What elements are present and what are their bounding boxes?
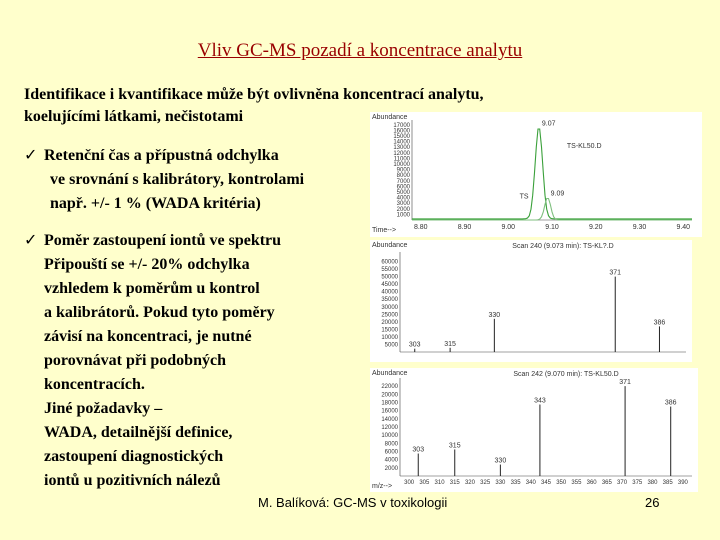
y-tick-label: 8000 bbox=[384, 441, 398, 448]
y-tick-label: 2000 bbox=[396, 206, 410, 213]
x-tick-label: 9.00 bbox=[501, 224, 516, 231]
bullet-line: zastoupení diagnostických bbox=[44, 448, 224, 465]
x-tick-label: 390 bbox=[677, 480, 688, 486]
chromatogram-chart bbox=[370, 112, 702, 237]
series-name-label: TS-KL50.D bbox=[566, 142, 602, 150]
spectrum-2-figure bbox=[370, 368, 698, 492]
y-axis-label: Abundance bbox=[372, 242, 408, 249]
x-axis-label: m/z--> bbox=[372, 483, 393, 490]
series-line-2 bbox=[412, 199, 692, 221]
x-tick-label: 355 bbox=[571, 480, 582, 486]
y-tick-label: 13000 bbox=[393, 145, 410, 152]
series-name-label: TS bbox=[519, 193, 529, 201]
y-tick-label: 10000 bbox=[393, 162, 410, 168]
y-tick-label: 14000 bbox=[381, 416, 398, 423]
bullet-line: vzhledem k poměrům u kontrol bbox=[44, 280, 260, 297]
y-tick-label: 8000 bbox=[396, 173, 410, 180]
bullet-line: závisí na koncentraci, je nutné bbox=[44, 328, 252, 345]
y-tick-label: 15000 bbox=[393, 134, 410, 140]
bullet-line: iontů u pozitivních nálezů bbox=[44, 472, 221, 489]
bullet-line: porovnávat při podobných bbox=[44, 352, 226, 369]
spectrum-2-chart bbox=[370, 368, 698, 492]
spectrum-1-chart bbox=[370, 240, 692, 362]
y-tick-label: 3000 bbox=[396, 201, 410, 208]
y-tick-label: 25000 bbox=[381, 312, 398, 319]
y-tick-label: 16000 bbox=[381, 408, 398, 415]
y-tick-label: 4000 bbox=[396, 195, 410, 202]
bullet-line: ve srovnání s kalibrátory, kontrolami bbox=[50, 171, 305, 188]
y-tick-label: 45000 bbox=[381, 282, 398, 289]
x-tick-label: 300 bbox=[404, 480, 415, 486]
peak-label: 386 bbox=[664, 399, 677, 407]
series-line-1 bbox=[412, 129, 692, 219]
y-tick-label: 16000 bbox=[393, 128, 410, 135]
x-tick-label: 9.30 bbox=[632, 224, 647, 231]
y-tick-label: 1000 bbox=[396, 212, 410, 219]
bullet-retention-time bbox=[24, 143, 374, 216]
x-tick-label: 360 bbox=[586, 480, 597, 486]
bullet-line: koncentracích. bbox=[44, 376, 145, 393]
y-tick-label: 35000 bbox=[381, 297, 398, 304]
bullet-ion-ratio bbox=[24, 228, 354, 493]
y-tick-label: 18000 bbox=[381, 400, 398, 407]
peak-label: 303 bbox=[412, 446, 425, 454]
bullet-line: WADA, detailnější definice, bbox=[44, 424, 233, 441]
y-tick-label: 60000 bbox=[381, 259, 398, 266]
peak-label: 315 bbox=[444, 340, 456, 348]
x-tick-label: 375 bbox=[632, 480, 643, 486]
slide-title: Vliv GC-MS pozadí a koncentrace analytu bbox=[197, 40, 523, 61]
x-tick-label: 305 bbox=[419, 480, 430, 486]
x-tick-label: 330 bbox=[495, 480, 506, 486]
x-tick-label: 315 bbox=[449, 480, 460, 486]
peak-label: 330 bbox=[494, 457, 507, 465]
y-tick-label: 14000 bbox=[393, 139, 410, 146]
y-tick-label: 11000 bbox=[393, 156, 410, 163]
peak-label: 343 bbox=[534, 397, 546, 405]
peak-label: 371 bbox=[609, 269, 622, 277]
y-axis-label: Abundance bbox=[372, 370, 408, 377]
x-tick-label: 345 bbox=[540, 480, 552, 486]
y-tick-label: 50000 bbox=[381, 274, 398, 281]
bullet-line: Jiné požadavky – bbox=[44, 400, 163, 417]
x-tick-label: 9.40 bbox=[676, 224, 691, 231]
y-tick-label: 6000 bbox=[396, 184, 410, 191]
y-tick-label: 20000 bbox=[381, 319, 398, 326]
bullet-line: a kalibrátorů. Pokud tyto poměry bbox=[44, 304, 275, 321]
y-axis-label: Abundance bbox=[372, 114, 408, 121]
y-tick-label: 12000 bbox=[381, 424, 398, 431]
peak-label: 315 bbox=[448, 442, 461, 450]
y-tick-label: 9000 bbox=[396, 167, 410, 174]
x-tick-label: 335 bbox=[510, 480, 521, 486]
x-tick-label: 340 bbox=[525, 480, 536, 486]
peak-label: 371 bbox=[619, 379, 631, 387]
x-tick-label: 8.90 bbox=[457, 224, 472, 231]
y-tick-label: 17000 bbox=[393, 122, 410, 129]
y-tick-label: 15000 bbox=[381, 327, 398, 334]
intro-line: Identifikace i kvantifikace může být ovlivněna koncentrací analytu, bbox=[24, 86, 484, 103]
x-tick-label: 385 bbox=[662, 480, 673, 486]
peak-label: 9.09 bbox=[550, 190, 565, 198]
y-tick-label: 40000 bbox=[381, 289, 398, 296]
chromatogram-figure bbox=[370, 112, 702, 237]
footer-author: M. Balíková: GC-MS v toxikologii bbox=[258, 495, 448, 510]
peak-label: 9.07 bbox=[541, 120, 556, 128]
y-tick-label: 2000 bbox=[384, 465, 398, 472]
x-tick-label: 9.20 bbox=[588, 224, 603, 231]
x-tick-label: 365 bbox=[601, 480, 612, 486]
spectrum-1-figure bbox=[370, 240, 692, 362]
check-mark-icon: ✓ bbox=[24, 145, 38, 164]
y-tick-label: 22000 bbox=[381, 384, 398, 391]
y-tick-label: 30000 bbox=[381, 304, 398, 311]
y-tick-label: 7000 bbox=[396, 178, 410, 185]
intro-line: koelujícími látkami, nečistotami bbox=[24, 108, 244, 125]
bullet-line: Připouští se +/- 20% odchylka bbox=[44, 256, 250, 273]
footer-page-number: 26 bbox=[645, 495, 660, 510]
y-tick-label: 5000 bbox=[384, 342, 398, 349]
bullet-line: Retenční čas a přípustná odchylka bbox=[44, 147, 279, 164]
y-tick-label: 5000 bbox=[396, 190, 410, 196]
y-tick-label: 55000 bbox=[381, 267, 398, 274]
peak-label: 303 bbox=[408, 341, 421, 349]
y-tick-label: 12000 bbox=[393, 150, 410, 157]
peak-label: 386 bbox=[653, 319, 666, 327]
bullet-line: Poměr zastoupení iontů ve spektru bbox=[44, 232, 282, 249]
x-tick-label: 350 bbox=[556, 480, 567, 486]
x-tick-label: 9.10 bbox=[545, 224, 559, 231]
x-tick-label: 320 bbox=[464, 480, 475, 486]
spectrum-header: Scan 242 (9.070 min): TS-KL50.D bbox=[513, 371, 619, 378]
peak-label: 330 bbox=[488, 311, 501, 319]
y-tick-label: 20000 bbox=[381, 392, 398, 399]
x-tick-label: 310 bbox=[434, 480, 445, 486]
x-tick-label: 325 bbox=[480, 480, 491, 486]
x-axis-label: Time--> bbox=[372, 227, 397, 234]
x-tick-label: 8.80 bbox=[413, 224, 428, 231]
y-tick-label: 10000 bbox=[381, 433, 398, 440]
x-tick-label: 370 bbox=[617, 480, 628, 486]
bullet-line: např. +/- 1 % (WADA kritéria) bbox=[50, 195, 261, 212]
check-mark-icon: ✓ bbox=[24, 230, 38, 249]
y-tick-label: 6000 bbox=[384, 449, 398, 456]
y-tick-label: 4000 bbox=[384, 457, 398, 464]
spectrum-header: Scan 240 (9.073 min): TS-KL?.D bbox=[512, 243, 614, 250]
y-tick-label: 10000 bbox=[381, 334, 398, 341]
x-tick-label: 380 bbox=[647, 480, 658, 486]
